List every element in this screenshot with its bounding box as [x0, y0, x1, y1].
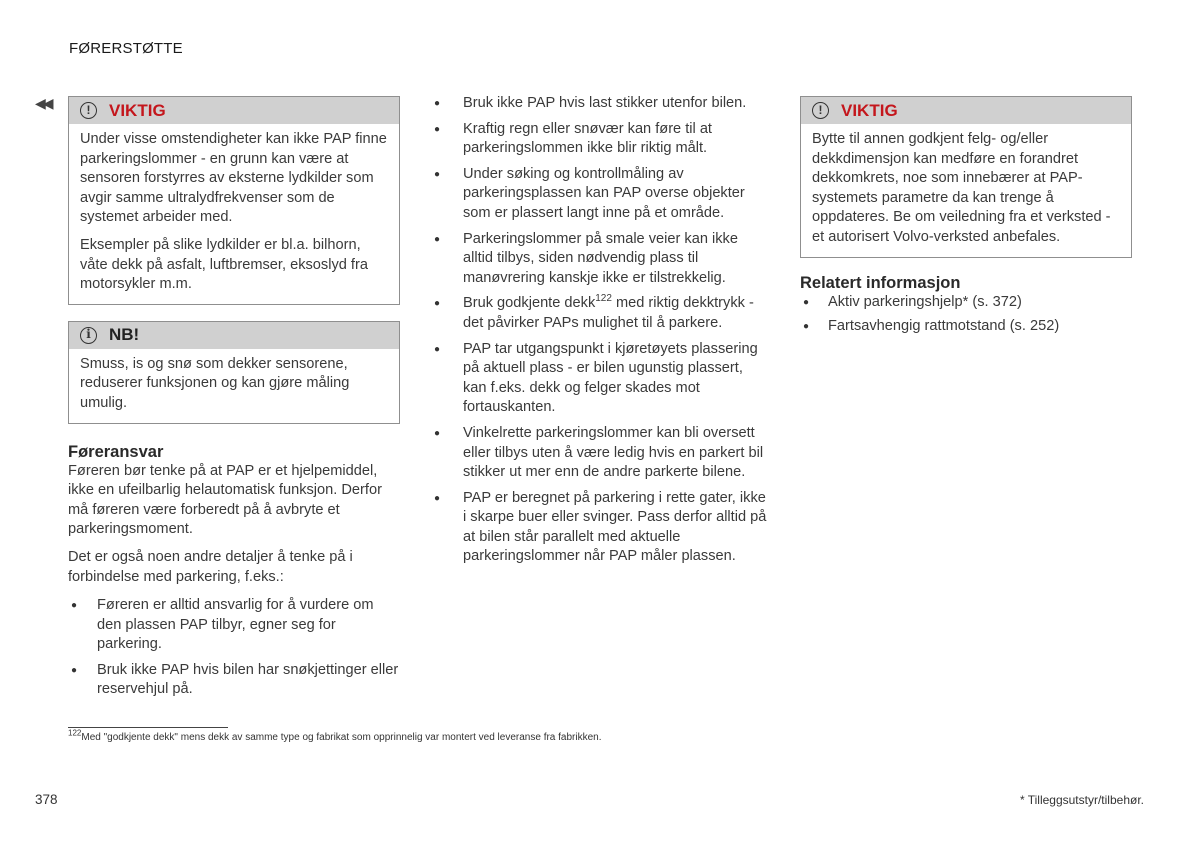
accessory-note: * Tilleggsutstyr/tilbehør.: [1019, 793, 1144, 807]
related-link-active-parking[interactable]: ● Aktiv parkeringshjelp* (s. 372): [800, 293, 1132, 313]
related-link-steering[interactable]: ● Fartsavhengig rattmotstand (s. 252): [800, 317, 1132, 337]
list-item: ● Parkeringslommer på smale veier kan ikke alltid tilbys, siden nødvendig plass til manøvrering kanskje ikke er tilstrekkelig.: [430, 230, 768, 289]
list-item-text: med riktig dekktrykk - det påvirker PAPs mulighet til å parkere.: [463, 295, 754, 331]
exclamation-icon: !: [812, 102, 829, 119]
note-box-header: [69, 322, 399, 349]
important-paragraph: Bytte til annen godkjent felg- og/eller dekkdimensjon kan medføre en forandret dekkomkrets, noe som innebærer at PAP-systemets parametre da kan trenge å oppdateres. Be om veiledning fra et verksted - et autorisert Volvo-verksted anbefales.: [812, 131, 1111, 245]
list-item: ● Bruk ikke PAP hvis last stikker utenfor bilen.: [430, 94, 768, 114]
important-box: [68, 96, 400, 305]
info-icon: i: [80, 327, 97, 344]
footnote-text: Med "godkjente dekk" mens dekk av samme type og fabrikat som opprinnelig var montert ved leveranse fra fabrikken.: [81, 732, 602, 743]
driver-responsibility-heading: Føreransvar: [68, 442, 164, 461]
important-paragraph: Eksempler på slike lydkilder er bl.a. bilhorn, våte dekk på asfalt, luftbremser, eksoslyd fra motorsykler m.m.: [80, 236, 368, 293]
list-item: ● Føreren er alltid ansvarlig for å vurdere om den plassen PAP tilbyr, egner seg for parkering.: [68, 596, 400, 655]
column-left: [68, 96, 400, 706]
back-arrows-icon[interactable]: ◀◀: [35, 95, 51, 111]
important-box-header: [69, 97, 399, 124]
important-title: VIKTIG: [109, 100, 166, 120]
list-item-text: Bruk godkjente dekk: [463, 295, 596, 312]
page-number: 378: [35, 792, 58, 807]
related-info-heading: Relatert informasjon: [800, 273, 961, 292]
list-item: ● PAP tar utgangspunkt i kjøretøyets plassering på aktuell plass - er bilen ugunstig plassert, kan f.eks. dekk og felger skades mot fortauskanten.: [430, 340, 768, 418]
note-title: NB!: [109, 325, 140, 345]
paragraph: Det er også noen andre detaljer å tenke på i forbindelse med parkering, f.eks.:: [68, 548, 353, 585]
paragraph: Føreren bør tenke på at PAP er et hjelpemiddel, ikke en ufeilbarlig helautomatisk funksjon. Derfor må føreren være forberedt på å avbryte et parkeringsmoment.: [68, 462, 382, 538]
bullet-list: [68, 596, 400, 700]
important-box: [800, 96, 1132, 258]
bullet-list: [430, 94, 768, 567]
column-middle: [430, 94, 768, 573]
footnote-divider: [68, 727, 228, 728]
important-paragraph: Under visse omstendigheter kan ikke PAP finne parkeringslommer - en grunn kan være at sensoren forstyrres av eksterne lydkilder som avgir samme ultralydfrekvenser som de systemet arbeider med.: [80, 131, 387, 226]
list-item: ● Vinkelrette parkeringslommer kan bli oversett eller tilbys uten å være ledig hvis en parkert bil stikker ut mer enn de andre parkerte bilene.: [430, 424, 768, 483]
section-header: FØRERSTØTTE: [69, 40, 183, 57]
footnote-reference[interactable]: 122: [595, 293, 612, 305]
list-item: ● Kraftig regn eller snøvær kan føre til at parkeringslommen ikke blir riktig målt.: [430, 120, 768, 159]
important-box-header: [801, 97, 1131, 124]
related-links: [800, 293, 1132, 337]
note-paragraph: Smuss, is og snø som dekker sensorene, reduserer funksjonen og kan gjøre måling umulig.: [80, 355, 350, 411]
important-body: [801, 124, 1131, 257]
note-box: [68, 321, 400, 424]
list-item: ● Under søking og kontrollmåling av parkeringsplassen kan PAP overse objekter som er plassert langt inne på et område.: [430, 165, 768, 224]
list-item: [430, 294, 768, 333]
footnote: [68, 728, 602, 743]
list-item: ● PAP er beregnet på parkering i rette gater, ikke i skarpe buer eller svinger. Pass derfor alltid på at bilen står parallelt med aktuelle parkeringslommer når PAP måler plassen.: [430, 489, 768, 567]
column-right: [800, 96, 1132, 342]
footnote-number: 122: [68, 728, 82, 738]
list-item: ● Bruk ikke PAP hvis bilen har snøkjettinger eller reservehjul på.: [68, 661, 400, 700]
exclamation-icon: !: [80, 102, 97, 119]
note-body: [69, 349, 399, 423]
important-body: [69, 124, 399, 304]
important-title: VIKTIG: [841, 100, 898, 120]
